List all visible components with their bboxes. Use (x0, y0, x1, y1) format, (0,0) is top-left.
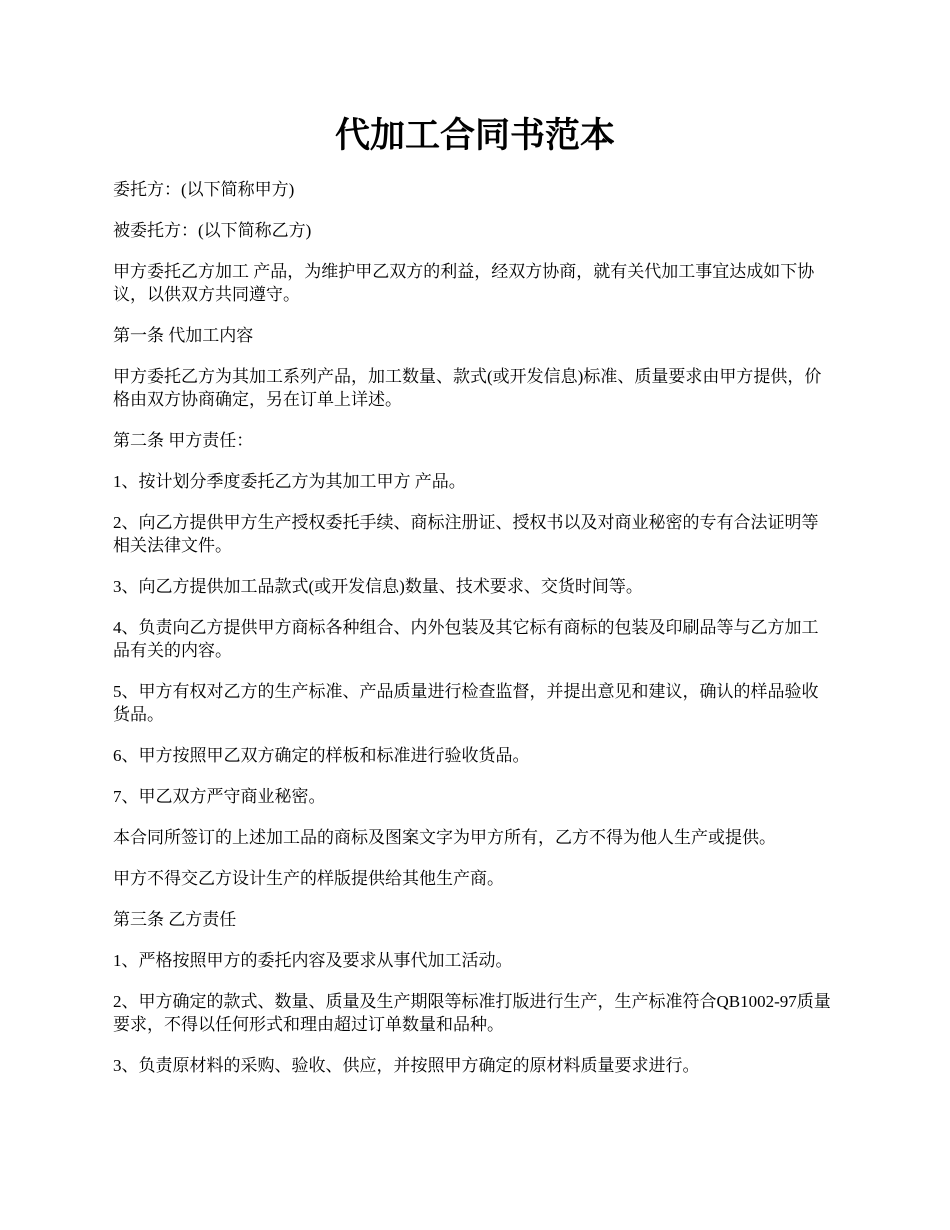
paragraph-client: 委托方：(以下简称甲方) (113, 180, 295, 199)
paragraph-contractor: 被委托方：(以下简称乙方) (113, 221, 312, 240)
list-item-party-a-4: 4、负责向乙方提供甲方商标各种组合、内外包装及其它标有商标的包装及印刷品等与乙方加工品有关的内容。 (113, 618, 819, 660)
list-item-party-a-2: 2、向乙方提供甲方生产授权委托手续、商标注册证、授权书以及对商业秘密的专有合法证明等相关法律文件。 (113, 513, 819, 555)
document-title: 代加工合同书范本 (334, 116, 615, 155)
list-item-party-b-3: 3、负责原材料的采购、验收、供应，并按照甲方确定的原材料质量要求进行。 (113, 1056, 700, 1075)
list-item-party-a-1: 1、按计划分季度委托乙方为其加工甲方 产品。 (113, 472, 466, 491)
section-heading-article-1: 第一条 代加工内容 (113, 326, 254, 345)
paragraph-trademark-ownership: 本合同所签订的上述加工品的商标及图案文字为甲方所有，乙方不得为他人生产或提供。 (113, 828, 776, 847)
document-body (113, 178, 835, 1095)
list-item-party-b-1: 1、严格按照甲方的委托内容及要求从事代加工活动。 (113, 951, 513, 970)
section-heading-article-2: 第二条 甲方责任： (113, 431, 254, 450)
section-heading-article-3: 第三条 乙方责任 (113, 910, 237, 929)
list-item-party-a-5: 5、甲方有权对乙方的生产标准、产品质量进行检查监督，并提出意见和建议，确认的样品验收货品。 (113, 682, 819, 724)
paragraph-preamble: 甲方委托乙方加工 产品，为维护甲乙双方的利益，经双方协商，就有关代加工事宜达成如下协议，以供双方共同遵守。 (113, 262, 815, 304)
list-item-party-a-7: 7、甲乙双方严守商业秘密。 (113, 787, 326, 806)
list-item-party-a-6: 6、甲方按照甲乙双方确定的样板和标准进行验收货品。 (113, 746, 530, 765)
list-item-party-b-2: 2、甲方确定的款式、数量、质量及生产期限等标准打版进行生产，生产标准符合QB1002-97质量要求，不得以任何形式和理由超过订单数量和品种。 (113, 992, 831, 1034)
paragraph-sample-confidentiality: 甲方不得交乙方设计生产的样版提供给其他生产商。 (113, 869, 504, 888)
list-item-party-a-3: 3、向乙方提供加工品款式(或开发信息)数量、技术要求、交货时间等。 (113, 577, 643, 596)
paragraph-article-1-content: 甲方委托乙方为其加工系列产品，加工数量、款式(或开发信息)标准、质量要求由甲方提供，价格由双方协商确定，另在订单上详述。 (113, 367, 822, 409)
